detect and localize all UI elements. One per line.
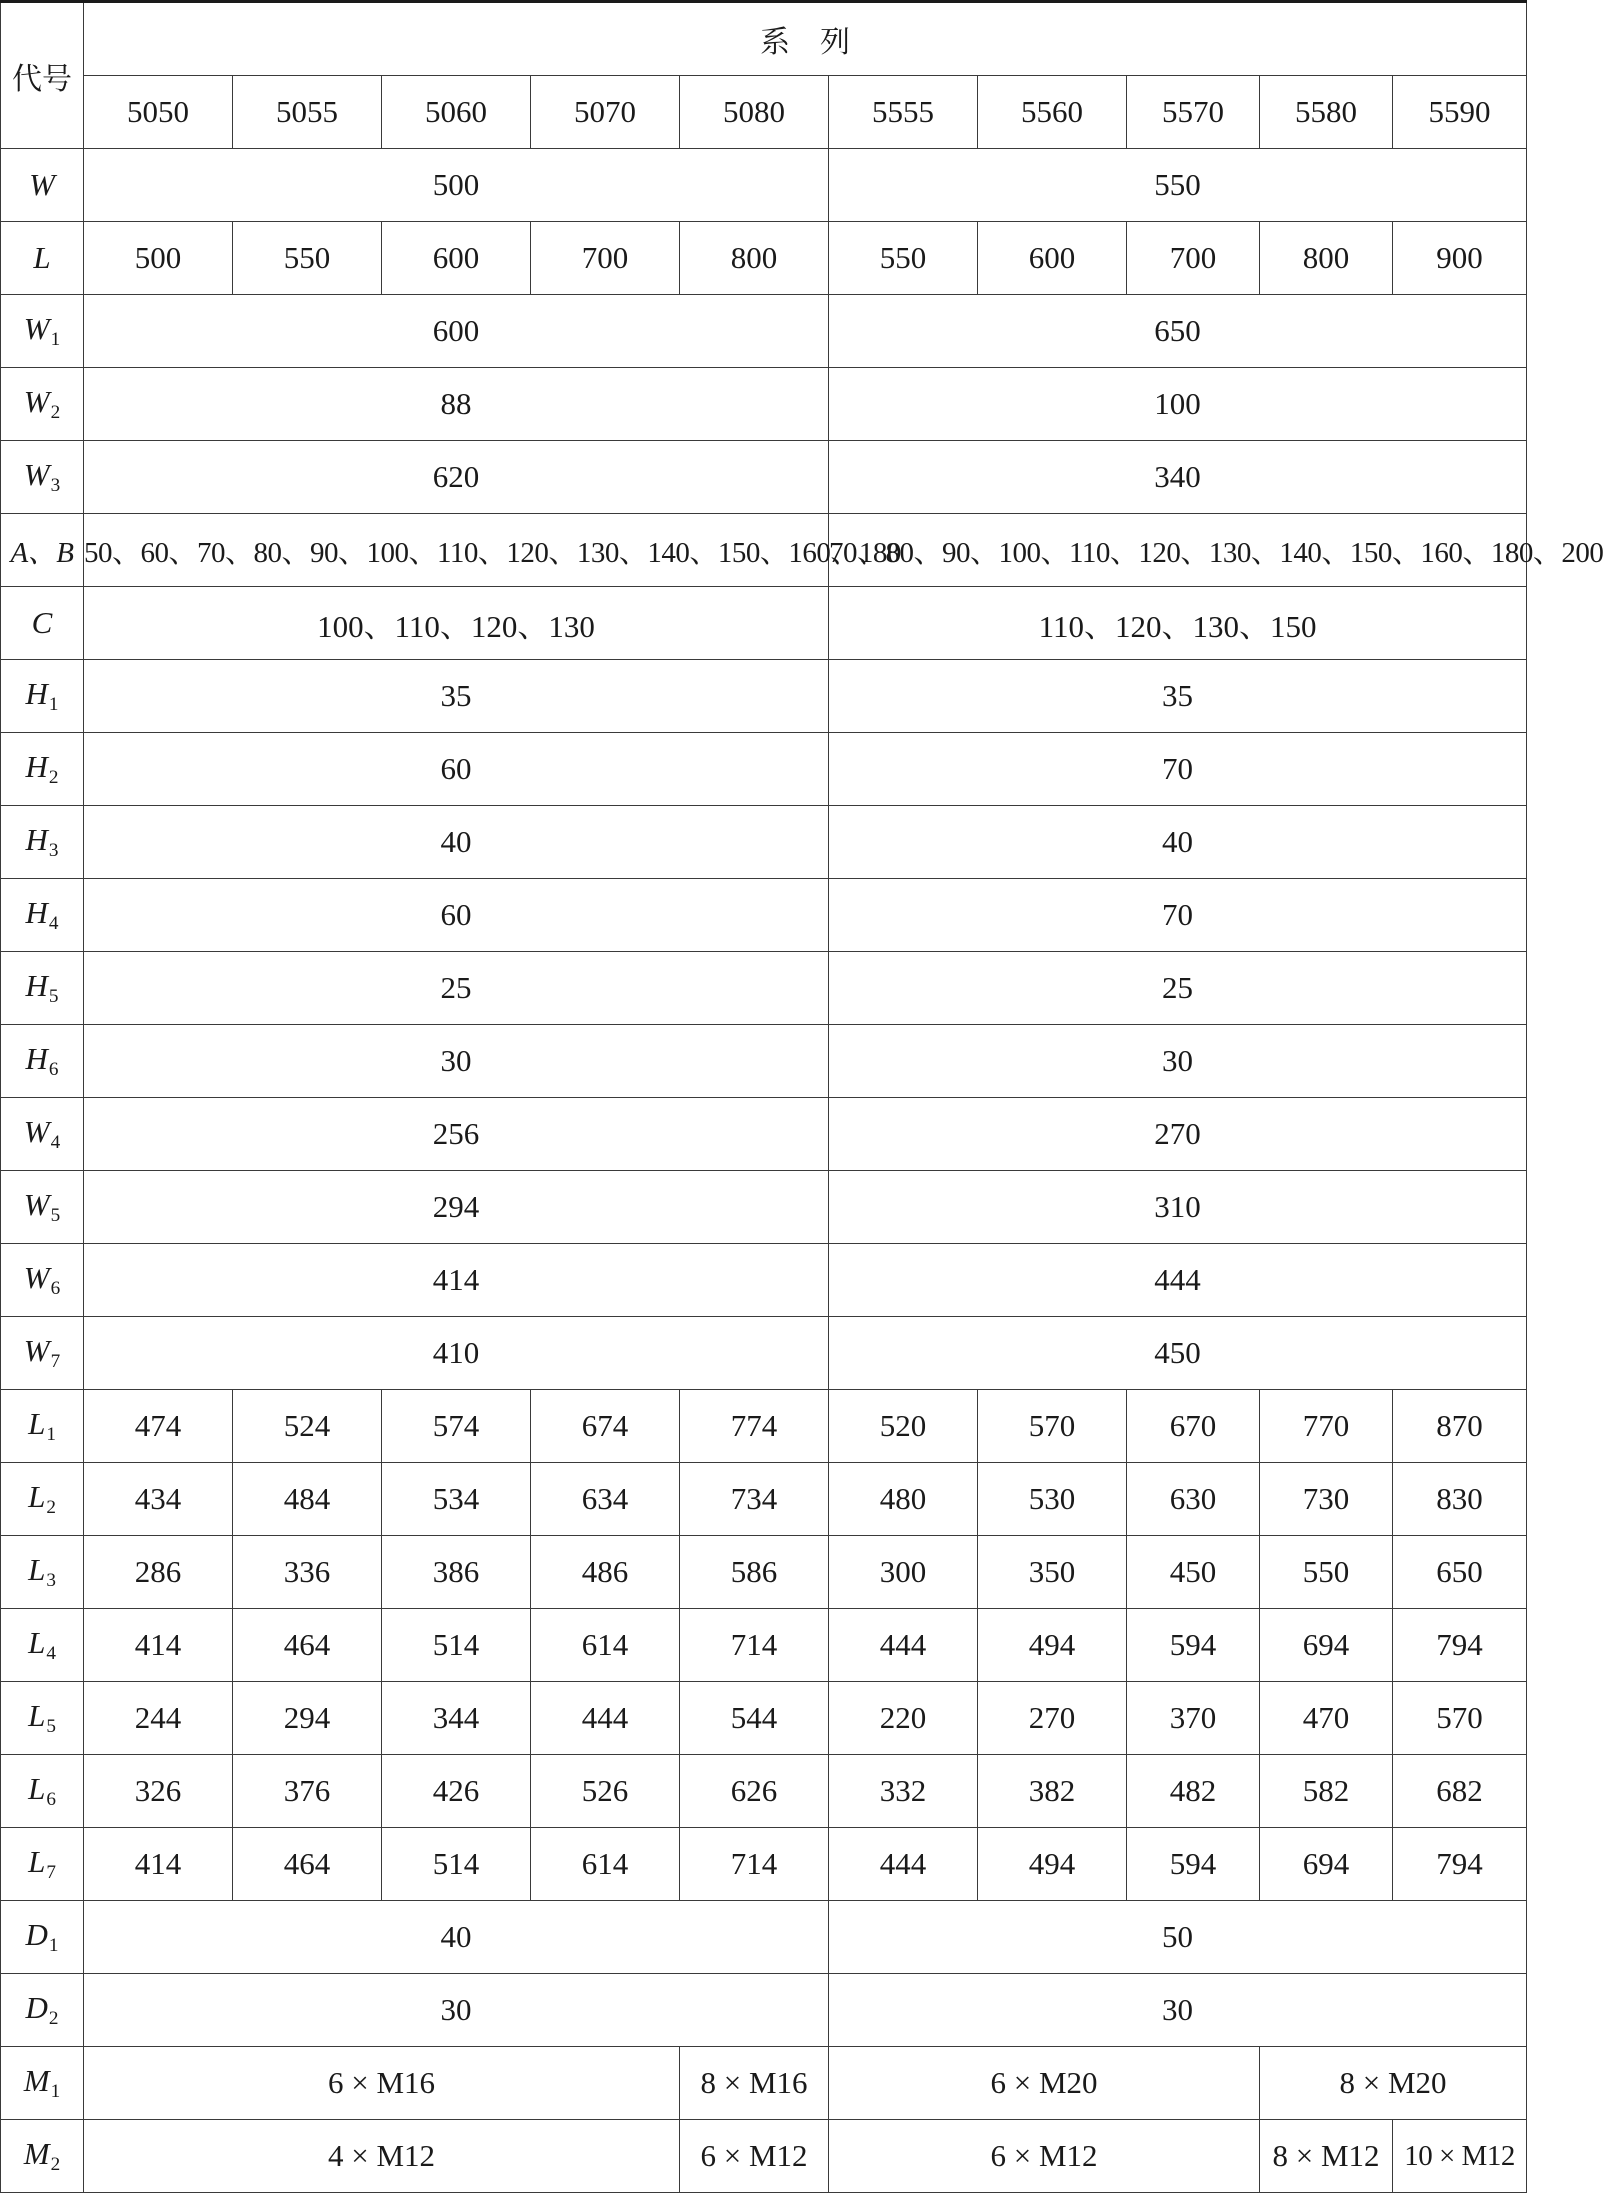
row-m2 bbox=[1, 2120, 1527, 2193]
value-cell: 544 bbox=[680, 1682, 829, 1755]
row-symbol: $H_4$ bbox=[1, 879, 84, 952]
value-cell: 294 bbox=[233, 1682, 382, 1755]
series-cell: 5570 bbox=[1127, 76, 1260, 149]
row-l5 bbox=[1, 1682, 1527, 1755]
row-symbol: $W_6$ bbox=[1, 1244, 84, 1317]
value-cell: 244 bbox=[84, 1682, 233, 1755]
value-group-a: 25 bbox=[84, 952, 829, 1025]
value-cell: 794 bbox=[1393, 1828, 1527, 1901]
value-cell: 594 bbox=[1127, 1828, 1260, 1901]
value-group-a: 88 bbox=[84, 368, 829, 441]
row-l7 bbox=[1, 1828, 1527, 1901]
value-cell: 270 bbox=[978, 1682, 1127, 1755]
row-symbol: $H_2$ bbox=[1, 733, 84, 806]
value-cell: 630 bbox=[1127, 1463, 1260, 1536]
row-symbol: $H_3$ bbox=[1, 806, 84, 879]
value-group-a: 600 bbox=[84, 295, 829, 368]
value-group-b: 70 bbox=[829, 733, 1527, 806]
value-cell: 326 bbox=[84, 1755, 233, 1828]
value-group-a: 30 bbox=[84, 1025, 829, 1098]
row-h3 bbox=[1, 806, 1527, 879]
value-cell: 414 bbox=[84, 1828, 233, 1901]
value-cell: 550 bbox=[233, 222, 382, 295]
value-group-a: 414 bbox=[84, 1244, 829, 1317]
value-cell: 10 × M12 bbox=[1393, 2120, 1527, 2193]
value-cell: 674 bbox=[531, 1390, 680, 1463]
value-group: 6 × M16 bbox=[84, 2047, 680, 2120]
value-group-a: 50、60、70、80、90、100、110、120、130、140、150、160、180 bbox=[84, 514, 829, 587]
row-symbol: C bbox=[1, 587, 84, 660]
value-cell: 414 bbox=[84, 1609, 233, 1682]
value-cell: 376 bbox=[233, 1755, 382, 1828]
value-cell: 634 bbox=[531, 1463, 680, 1536]
value-cell: 730 bbox=[1260, 1463, 1393, 1536]
value-cell: 600 bbox=[978, 222, 1127, 295]
value-group-b: 50 bbox=[829, 1901, 1527, 1974]
value-group-b: 450 bbox=[829, 1317, 1527, 1390]
value-cell: 8 × M12 bbox=[1260, 2120, 1393, 2193]
value-group-b: 310 bbox=[829, 1171, 1527, 1244]
value-group-b: 340 bbox=[829, 441, 1527, 514]
value-group-a: 60 bbox=[84, 879, 829, 952]
series-cell: 5080 bbox=[680, 76, 829, 149]
row-symbol: $W_5$ bbox=[1, 1171, 84, 1244]
row-symbol: $W_7$ bbox=[1, 1317, 84, 1390]
series-cell: 5050 bbox=[84, 76, 233, 149]
row-symbol: W bbox=[1, 149, 84, 222]
value-cell: 480 bbox=[829, 1463, 978, 1536]
value-cell: 650 bbox=[1393, 1536, 1527, 1609]
value-cell: 714 bbox=[680, 1609, 829, 1682]
value-cell: 870 bbox=[1393, 1390, 1527, 1463]
row-symbol: $L_6$ bbox=[1, 1755, 84, 1828]
value-cell: 514 bbox=[382, 1828, 531, 1901]
value-group-a: 410 bbox=[84, 1317, 829, 1390]
value-cell: 444 bbox=[829, 1828, 978, 1901]
row-h4 bbox=[1, 879, 1527, 952]
value-cell: 586 bbox=[680, 1536, 829, 1609]
value-group-b: 35 bbox=[829, 660, 1527, 733]
row-symbol: $D_1$ bbox=[1, 1901, 84, 1974]
value-group-b: 100 bbox=[829, 368, 1527, 441]
value-group-b: 70 bbox=[829, 879, 1527, 952]
value-cell: 482 bbox=[1127, 1755, 1260, 1828]
row-symbol: $M_2$ bbox=[1, 2120, 84, 2193]
value-group: 6 × M20 bbox=[829, 2047, 1260, 2120]
value-cell: 484 bbox=[233, 1463, 382, 1536]
value-group-a: 100、110、120、130 bbox=[84, 587, 829, 660]
value-group-a: 60 bbox=[84, 733, 829, 806]
value-cell: 682 bbox=[1393, 1755, 1527, 1828]
series-cell: 5580 bbox=[1260, 76, 1393, 149]
series-cell: 5055 bbox=[233, 76, 382, 149]
row-symbol: $L_3$ bbox=[1, 1536, 84, 1609]
value-group-a: 256 bbox=[84, 1098, 829, 1171]
row-symbol: $H_6$ bbox=[1, 1025, 84, 1098]
value-cell: 734 bbox=[680, 1463, 829, 1536]
value-cell: 614 bbox=[531, 1609, 680, 1682]
value-cell: 800 bbox=[1260, 222, 1393, 295]
value-group-b: 30 bbox=[829, 1974, 1527, 2047]
value-cell: 486 bbox=[531, 1536, 680, 1609]
row-w2 bbox=[1, 368, 1527, 441]
value-cell: 594 bbox=[1127, 1609, 1260, 1682]
value-cell: 500 bbox=[84, 222, 233, 295]
row-symbol: $W_1$ bbox=[1, 295, 84, 368]
value-group-a: 500 bbox=[84, 149, 829, 222]
value-cell: 382 bbox=[978, 1755, 1127, 1828]
row-m1 bbox=[1, 2047, 1527, 2120]
row-w5 bbox=[1, 1171, 1527, 1244]
row-symbol: $L_1$ bbox=[1, 1390, 84, 1463]
row-symbol: $L_5$ bbox=[1, 1682, 84, 1755]
value-cell: 550 bbox=[829, 222, 978, 295]
row-symbol: $W_4$ bbox=[1, 1098, 84, 1171]
series-cell: 5590 bbox=[1393, 76, 1527, 149]
value-cell: 450 bbox=[1127, 1536, 1260, 1609]
header-row-2 bbox=[1, 76, 1527, 149]
row-symbol: $H_1$ bbox=[1, 660, 84, 733]
row-h5 bbox=[1, 952, 1527, 1025]
row-l1 bbox=[1, 1390, 1527, 1463]
row-w bbox=[1, 149, 1527, 222]
value-cell: 494 bbox=[978, 1609, 1127, 1682]
value-group-b: 270 bbox=[829, 1098, 1527, 1171]
value-cell: 574 bbox=[382, 1390, 531, 1463]
value-cell: 444 bbox=[829, 1609, 978, 1682]
row-l4 bbox=[1, 1609, 1527, 1682]
value-group: 8 × M20 bbox=[1260, 2047, 1527, 2120]
value-cell: 386 bbox=[382, 1536, 531, 1609]
row-symbol: A、B bbox=[1, 514, 84, 587]
value-cell: 714 bbox=[680, 1828, 829, 1901]
value-cell: 614 bbox=[531, 1828, 680, 1901]
series-cell: 5560 bbox=[978, 76, 1127, 149]
value-cell: 220 bbox=[829, 1682, 978, 1755]
value-cell: 530 bbox=[978, 1463, 1127, 1536]
row-c bbox=[1, 587, 1527, 660]
value-group-b: 650 bbox=[829, 295, 1527, 368]
value-cell: 332 bbox=[829, 1755, 978, 1828]
value-group-a: 294 bbox=[84, 1171, 829, 1244]
row-w6 bbox=[1, 1244, 1527, 1317]
value-group: 6 × M12 bbox=[829, 2120, 1260, 2193]
value-cell: 444 bbox=[531, 1682, 680, 1755]
value-cell: 774 bbox=[680, 1390, 829, 1463]
value-cell: 344 bbox=[382, 1682, 531, 1755]
value-cell: 434 bbox=[84, 1463, 233, 1536]
value-cell: 626 bbox=[680, 1755, 829, 1828]
value-cell: 350 bbox=[978, 1536, 1127, 1609]
value-cell: 370 bbox=[1127, 1682, 1260, 1755]
row-w7 bbox=[1, 1317, 1527, 1390]
row-symbol: L bbox=[1, 222, 84, 295]
value-group-b: 30 bbox=[829, 1025, 1527, 1098]
row-symbol: $L_7$ bbox=[1, 1828, 84, 1901]
value-group-a: 40 bbox=[84, 1901, 829, 1974]
series-cell: 5060 bbox=[382, 76, 531, 149]
row-l bbox=[1, 222, 1527, 295]
row-symbol: $L_4$ bbox=[1, 1609, 84, 1682]
value-cell: 474 bbox=[84, 1390, 233, 1463]
row-symbol: $W_2$ bbox=[1, 368, 84, 441]
value-cell: 694 bbox=[1260, 1609, 1393, 1682]
row-symbol: $L_2$ bbox=[1, 1463, 84, 1536]
value-cell: 520 bbox=[829, 1390, 978, 1463]
value-cell: 830 bbox=[1393, 1463, 1527, 1536]
value-cell: 582 bbox=[1260, 1755, 1393, 1828]
row-symbol: $M_1$ bbox=[1, 2047, 84, 2120]
value-cell: 426 bbox=[382, 1755, 531, 1828]
row-l3 bbox=[1, 1536, 1527, 1609]
value-cell: 670 bbox=[1127, 1390, 1260, 1463]
row-d2 bbox=[1, 1974, 1527, 2047]
value-cell: 800 bbox=[680, 222, 829, 295]
value-cell: 694 bbox=[1260, 1828, 1393, 1901]
value-cell: 336 bbox=[233, 1536, 382, 1609]
value-cell: 700 bbox=[1127, 222, 1260, 295]
series-cell: 5555 bbox=[829, 76, 978, 149]
row-l6 bbox=[1, 1755, 1527, 1828]
row-ab bbox=[1, 514, 1527, 587]
value-group: 4 × M12 bbox=[84, 2120, 680, 2193]
row-h6 bbox=[1, 1025, 1527, 1098]
value-cell: 524 bbox=[233, 1390, 382, 1463]
value-group-b: 444 bbox=[829, 1244, 1527, 1317]
value-cell: 470 bbox=[1260, 1682, 1393, 1755]
value-cell: 534 bbox=[382, 1463, 531, 1536]
value-cell: 464 bbox=[233, 1828, 382, 1901]
row-symbol: $D_2$ bbox=[1, 1974, 84, 2047]
row-d1 bbox=[1, 1901, 1527, 1974]
series-header: 系 列 bbox=[84, 2, 1527, 76]
value-group-b: 110、120、130、150 bbox=[829, 587, 1527, 660]
value-cell: 286 bbox=[84, 1536, 233, 1609]
value-group-a: 30 bbox=[84, 1974, 829, 2047]
value-group-b: 25 bbox=[829, 952, 1527, 1025]
row-symbol: $H_5$ bbox=[1, 952, 84, 1025]
row-h1 bbox=[1, 660, 1527, 733]
value-cell: 494 bbox=[978, 1828, 1127, 1901]
value-cell: 700 bbox=[531, 222, 680, 295]
value-cell: 464 bbox=[233, 1609, 382, 1682]
value-cell: 900 bbox=[1393, 222, 1527, 295]
value-cell: 770 bbox=[1260, 1390, 1393, 1463]
code-header: 代号 bbox=[1, 2, 84, 149]
row-w3 bbox=[1, 441, 1527, 514]
value-cell: 514 bbox=[382, 1609, 531, 1682]
value-cell: 8 × M16 bbox=[680, 2047, 829, 2120]
value-group-a: 40 bbox=[84, 806, 829, 879]
value-cell: 6 × M12 bbox=[680, 2120, 829, 2193]
row-w1 bbox=[1, 295, 1527, 368]
value-cell: 600 bbox=[382, 222, 531, 295]
row-l2 bbox=[1, 1463, 1527, 1536]
value-cell: 550 bbox=[1260, 1536, 1393, 1609]
value-cell: 794 bbox=[1393, 1609, 1527, 1682]
value-group-a: 35 bbox=[84, 660, 829, 733]
value-cell: 570 bbox=[978, 1390, 1127, 1463]
row-symbol: $W_3$ bbox=[1, 441, 84, 514]
value-cell: 526 bbox=[531, 1755, 680, 1828]
header-row-1 bbox=[1, 2, 1527, 76]
value-group-b: 40 bbox=[829, 806, 1527, 879]
value-cell: 300 bbox=[829, 1536, 978, 1609]
value-group-b: 70、80、90、100、110、120、130、140、150、160、180、200 bbox=[829, 514, 1527, 587]
value-group-a: 620 bbox=[84, 441, 829, 514]
series-cell: 5070 bbox=[531, 76, 680, 149]
row-h2 bbox=[1, 733, 1527, 806]
row-w4 bbox=[1, 1098, 1527, 1171]
value-group-b: 550 bbox=[829, 149, 1527, 222]
value-cell: 570 bbox=[1393, 1682, 1527, 1755]
